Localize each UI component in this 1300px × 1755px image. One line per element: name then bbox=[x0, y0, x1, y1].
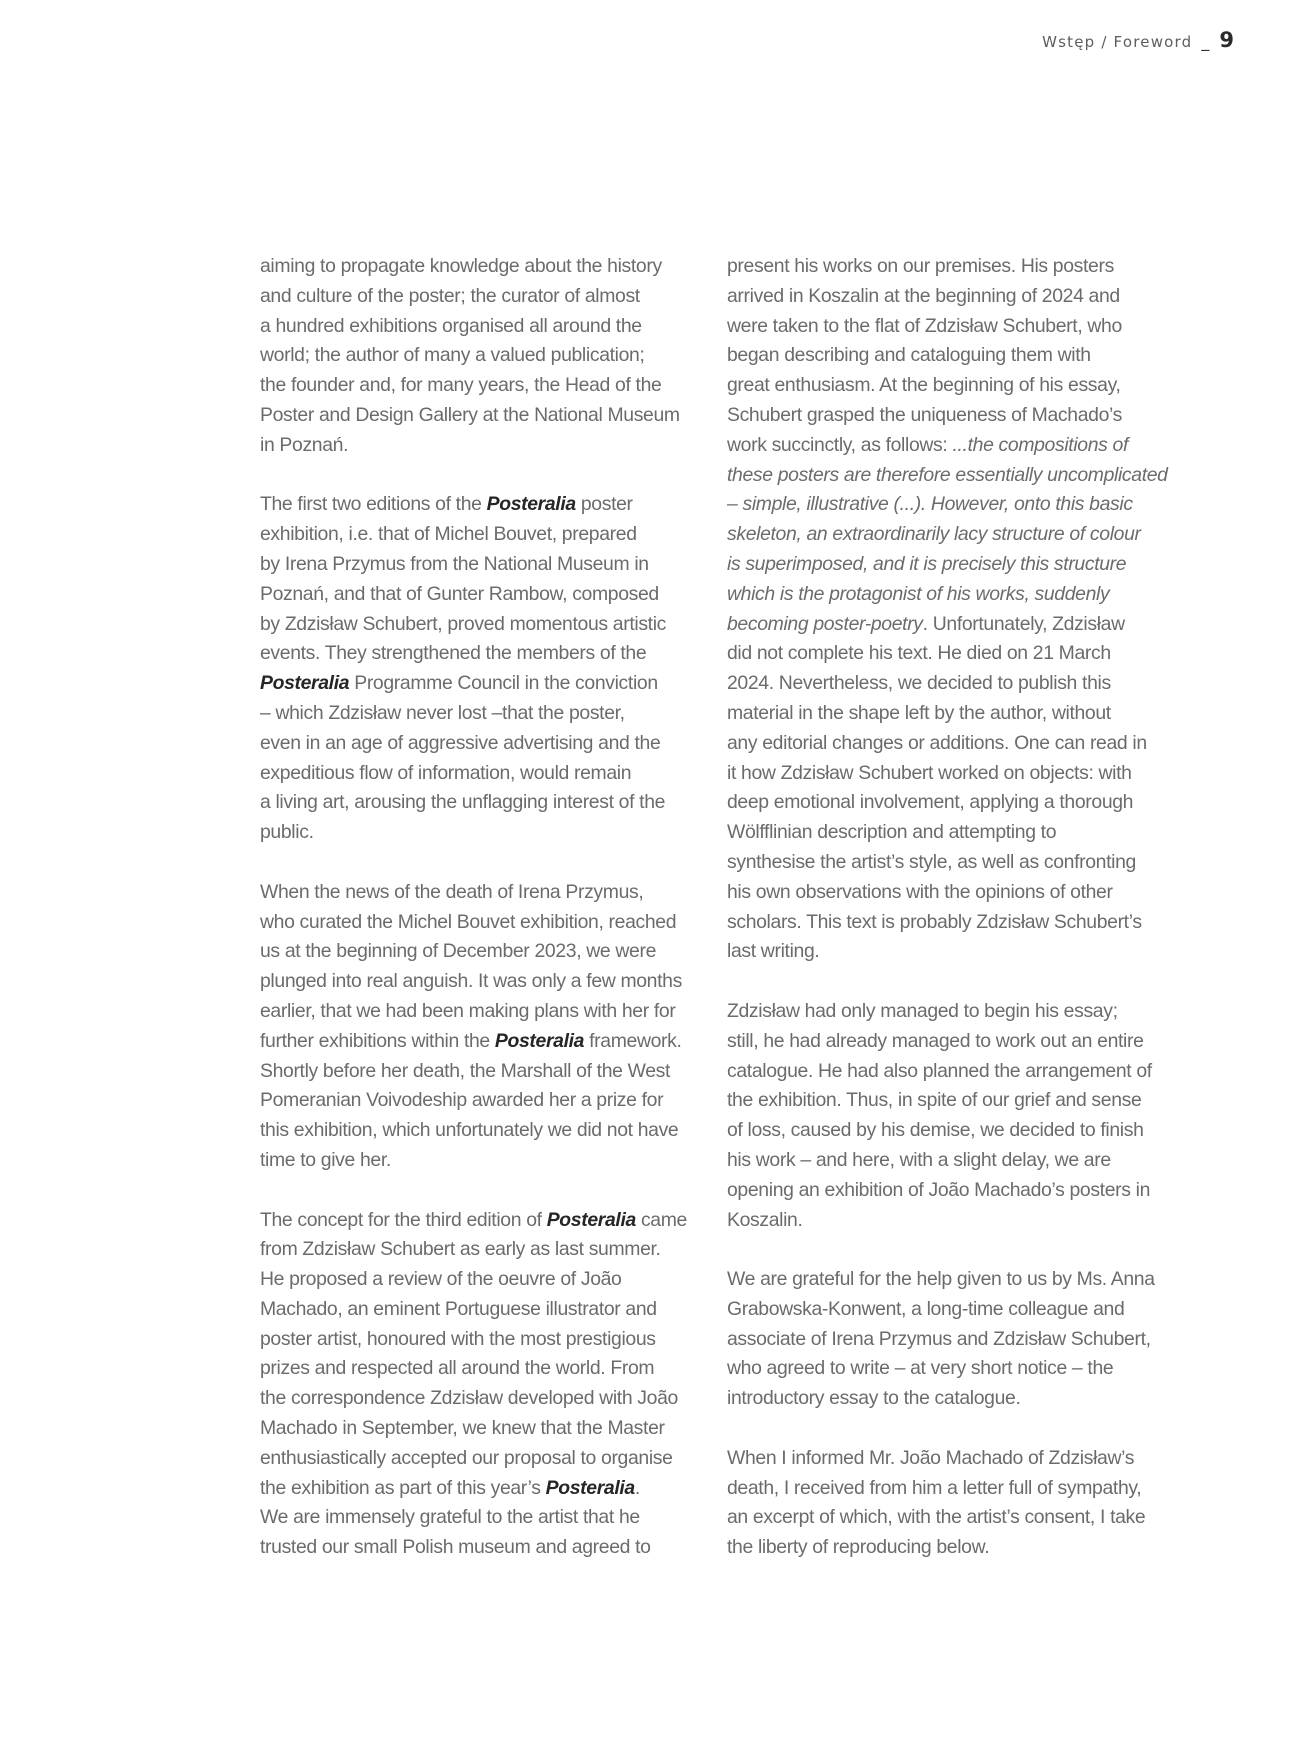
text-line bbox=[260, 580, 720, 610]
text-line bbox=[260, 1206, 720, 1236]
body-text: last writing. bbox=[727, 940, 820, 963]
body-text: a hundred exhibitions organised all around the bbox=[260, 314, 642, 337]
text-line bbox=[727, 401, 1187, 431]
emphasized-title: Posteralia bbox=[545, 1476, 635, 1499]
paragraph-gap bbox=[727, 1414, 1187, 1444]
body-text: an excerpt of which, with the artist’s consent, I take bbox=[727, 1506, 1146, 1529]
text-line bbox=[260, 908, 720, 938]
body-text: expeditious flow of information, would remain bbox=[260, 761, 632, 784]
text-line bbox=[260, 312, 720, 342]
text-line bbox=[260, 1235, 720, 1265]
body-text: who agreed to write – at very short notice – the bbox=[727, 1357, 1114, 1380]
body-text: the liberty of reproducing below. bbox=[727, 1536, 990, 1559]
text-line bbox=[727, 1116, 1187, 1146]
body-text: by Zdzisław Schubert, proved momentous artistic bbox=[260, 612, 667, 635]
body-text: The first two editions of the bbox=[260, 493, 487, 516]
text-line bbox=[727, 1265, 1187, 1295]
text-line bbox=[260, 1265, 720, 1295]
body-text: When I informed Mr. João Machado of Zdzisław’s bbox=[727, 1446, 1135, 1469]
body-text: associate of Irena Przymus and Zdzisław Schubert, bbox=[727, 1327, 1151, 1350]
text-line bbox=[260, 1146, 720, 1176]
body-text: from Zdzisław Schubert as early as last summer. bbox=[260, 1238, 661, 1261]
text-line bbox=[727, 1206, 1187, 1236]
body-text: trusted our small Polish museum and agreed to bbox=[260, 1536, 651, 1559]
text-line bbox=[260, 490, 720, 520]
body-text: his own observations with the opinions of other bbox=[727, 880, 1113, 903]
text-line bbox=[260, 341, 720, 371]
body-text: poster bbox=[575, 493, 633, 516]
text-line bbox=[260, 937, 720, 967]
text-line bbox=[260, 1414, 720, 1444]
body-text: framework. bbox=[584, 1029, 682, 1052]
paragraph bbox=[727, 252, 1187, 967]
body-text: prizes and respected all around the world. From bbox=[260, 1357, 655, 1380]
separator: _ bbox=[1201, 32, 1210, 51]
body-text: earlier, that we had been making plans with her for bbox=[260, 999, 676, 1022]
emphasized-title: Posteralia bbox=[494, 1029, 585, 1052]
text-line bbox=[260, 282, 720, 312]
body-text: Zdzisław had only managed to begin his essay; bbox=[727, 999, 1118, 1022]
body-text: the exhibition as part of this year’s bbox=[260, 1476, 546, 1499]
text-line bbox=[727, 371, 1187, 401]
text-line bbox=[260, 1325, 720, 1355]
body-text: death, I received from him a letter full of sympathy, bbox=[727, 1476, 1142, 1499]
body-text: by Irena Przymus from the National Museum in bbox=[260, 552, 649, 575]
body-text: Machado in September, we knew that the Master bbox=[260, 1417, 665, 1440]
body-text: came bbox=[635, 1208, 687, 1231]
paragraph-gap bbox=[260, 1176, 720, 1206]
body-text: any editorial changes or additions. One can read in bbox=[727, 731, 1147, 754]
paragraph bbox=[727, 1265, 1187, 1414]
body-text: material in the shape left by the author, without bbox=[727, 701, 1111, 724]
body-text: Poster and Design Gallery at the National Museum bbox=[260, 403, 680, 426]
body-text: When the news of the death of Irena Przymus, bbox=[260, 880, 644, 903]
text-line bbox=[260, 1444, 720, 1474]
text-line bbox=[260, 878, 720, 908]
body-text: . bbox=[634, 1476, 640, 1499]
body-text: us at the beginning of December 2023, we were bbox=[260, 940, 657, 963]
text-line bbox=[727, 788, 1187, 818]
body-text: synthesise the artist’s style, as well as confronting bbox=[727, 850, 1136, 873]
text-line bbox=[260, 252, 720, 282]
quoted-text: which is the protagonist of his works, suddenly bbox=[727, 582, 1110, 605]
body-text: aiming to propagate knowledge about the history bbox=[260, 255, 662, 277]
body-text: – which Zdzisław never lost –that the poster, bbox=[260, 701, 625, 724]
running-head bbox=[1042, 28, 1234, 52]
text-line bbox=[260, 967, 720, 997]
text-line bbox=[727, 490, 1187, 520]
body-text: work succinctly, as follows: bbox=[727, 433, 953, 456]
text-line bbox=[260, 1027, 720, 1057]
body-text: a living art, arousing the unflagging interest of the bbox=[260, 791, 666, 814]
text-line bbox=[727, 1503, 1187, 1533]
body-text: We are immensely grateful to the artist that he bbox=[260, 1506, 640, 1529]
body-text: Grabowska-Konwent, a long-time colleague and bbox=[727, 1297, 1125, 1320]
body-text: 2024. Nevertheless, we decided to publish this bbox=[727, 672, 1111, 695]
text-line bbox=[260, 1086, 720, 1116]
body-text: world; the author of many a valued publication; bbox=[260, 344, 645, 367]
body-text: arrived in Koszalin at the beginning of 2024 and bbox=[727, 284, 1120, 307]
body-text: were taken to the flat of Zdzisław Schubert, who bbox=[727, 314, 1122, 337]
text-line bbox=[727, 699, 1187, 729]
body-text: still, he had already managed to work out an entire bbox=[727, 1029, 1144, 1052]
text-column-right bbox=[727, 252, 1187, 1563]
body-text: Schubert grasped the uniqueness of Machado’s bbox=[727, 403, 1122, 426]
text-line bbox=[260, 669, 720, 699]
text-line bbox=[727, 818, 1187, 848]
text-line bbox=[260, 699, 720, 729]
body-text: present his works on our premises. His posters bbox=[727, 255, 1114, 277]
body-text: scholars. This text is probably Zdzisław Schubert’s bbox=[727, 910, 1142, 933]
text-line bbox=[260, 1474, 720, 1504]
paragraph bbox=[260, 252, 720, 461]
body-text: Pomeranian Voivodeship awarded her a prize for bbox=[260, 1089, 664, 1112]
text-line bbox=[727, 610, 1187, 640]
text-line bbox=[260, 431, 720, 461]
quoted-text: becoming poster-poetry bbox=[727, 612, 923, 635]
text-line bbox=[727, 1027, 1187, 1057]
text-line bbox=[260, 371, 720, 401]
paragraph-gap bbox=[727, 967, 1187, 997]
text-line bbox=[727, 341, 1187, 371]
paragraph-gap bbox=[260, 848, 720, 878]
text-line bbox=[727, 1384, 1187, 1414]
body-text: Poznań, and that of Gunter Rambow, composed bbox=[260, 582, 659, 605]
text-line bbox=[260, 759, 720, 789]
text-line bbox=[727, 908, 1187, 938]
emphasized-title: Posteralia bbox=[260, 672, 350, 695]
text-line bbox=[727, 1354, 1187, 1384]
text-line bbox=[727, 550, 1187, 580]
body-text: public. bbox=[260, 821, 314, 844]
body-text: enthusiastically accepted our proposal to organise bbox=[260, 1446, 673, 1469]
text-line bbox=[727, 282, 1187, 312]
text-line bbox=[260, 1354, 720, 1384]
text-line bbox=[260, 1116, 720, 1146]
text-line bbox=[260, 729, 720, 759]
text-line bbox=[727, 937, 1187, 967]
paragraph bbox=[260, 878, 720, 1176]
body-text: Koszalin. bbox=[727, 1208, 803, 1231]
text-line bbox=[260, 1295, 720, 1325]
text-line bbox=[727, 997, 1187, 1027]
text-line bbox=[260, 610, 720, 640]
quoted-text: is superimposed, and it is precisely this structure bbox=[727, 552, 1127, 575]
body-text: in Poznań. bbox=[260, 433, 349, 456]
text-line bbox=[727, 252, 1187, 282]
body-text: and culture of the poster; the curator of almost bbox=[260, 284, 640, 307]
body-text: poster artist, honoured with the most prestigious bbox=[260, 1327, 656, 1350]
text-line bbox=[260, 1057, 720, 1087]
body-text: began describing and cataloguing them with bbox=[727, 344, 1091, 367]
text-line bbox=[260, 1503, 720, 1533]
text-line bbox=[727, 1057, 1187, 1087]
text-line bbox=[727, 729, 1187, 759]
text-line bbox=[727, 669, 1187, 699]
text-column-left bbox=[260, 252, 720, 1563]
body-text: the exhibition. Thus, in spite of our grief and sense bbox=[727, 1089, 1142, 1112]
text-line bbox=[260, 1384, 720, 1414]
text-line bbox=[727, 1325, 1187, 1355]
paragraph bbox=[727, 997, 1187, 1235]
body-text: plunged into real anguish. It was only a few months bbox=[260, 970, 682, 993]
body-text: who curated the Michel Bouvet exhibition, reached bbox=[260, 910, 677, 933]
text-line bbox=[727, 461, 1187, 491]
text-line bbox=[727, 1146, 1187, 1176]
body-text: . Unfortunately, Zdzisław bbox=[922, 612, 1125, 635]
text-line bbox=[727, 639, 1187, 669]
text-line bbox=[727, 878, 1187, 908]
body-text: it how Zdzisław Schubert worked on objects: with bbox=[727, 761, 1132, 784]
text-line bbox=[727, 520, 1187, 550]
body-text: of loss, caused by his demise, we decided to finish bbox=[727, 1119, 1144, 1142]
text-line bbox=[727, 1295, 1187, 1325]
body-text: time to give her. bbox=[260, 1148, 391, 1171]
body-text: great enthusiasm. At the beginning of his essay, bbox=[727, 374, 1121, 397]
text-line bbox=[727, 312, 1187, 342]
body-text: further exhibitions within the bbox=[260, 1029, 495, 1052]
body-text: did not complete his text. He died on 21 March bbox=[727, 642, 1111, 665]
body-text: We are grateful for the help given to us by Ms. Anna bbox=[727, 1268, 1155, 1291]
text-line bbox=[260, 997, 720, 1027]
body-text: introductory essay to the catalogue. bbox=[727, 1387, 1021, 1410]
text-line bbox=[727, 848, 1187, 878]
quoted-text: – simple, illustrative (...). However, onto this basic bbox=[727, 493, 1133, 516]
text-line bbox=[260, 788, 720, 818]
paragraph bbox=[727, 1444, 1187, 1563]
body-text: events. They strengthened the members of the bbox=[260, 642, 647, 665]
text-line bbox=[260, 550, 720, 580]
page-number: 9 bbox=[1219, 28, 1234, 52]
body-text: even in an age of aggressive advertising and the bbox=[260, 731, 661, 754]
text-line bbox=[260, 1533, 720, 1563]
body-text: The concept for the third edition of bbox=[260, 1208, 547, 1231]
paragraph-gap bbox=[260, 461, 720, 491]
body-text: Machado, an eminent Portuguese illustrator and bbox=[260, 1297, 657, 1320]
body-text: Shortly before her death, the Marshall of the West bbox=[260, 1059, 671, 1082]
paragraph-gap bbox=[727, 1235, 1187, 1265]
body-text: this exhibition, which unfortunately we did not have bbox=[260, 1119, 679, 1142]
quoted-text: ...the compositions of bbox=[952, 433, 1129, 456]
text-line bbox=[727, 759, 1187, 789]
text-line bbox=[260, 401, 720, 431]
body-text: catalogue. He had also planned the arrangement of bbox=[727, 1059, 1152, 1082]
quoted-text: skeleton, an extraordinarily lacy structure of colour bbox=[727, 523, 1141, 546]
text-line bbox=[727, 1086, 1187, 1116]
text-line bbox=[727, 431, 1187, 461]
text-line bbox=[260, 520, 720, 550]
body-text: Wölfflinian description and attempting to bbox=[727, 821, 1057, 844]
paragraph bbox=[260, 490, 720, 848]
section-title: Wstęp / Foreword bbox=[1042, 33, 1193, 51]
body-text: deep emotional involvement, applying a thorough bbox=[727, 791, 1134, 814]
body-text: the founder and, for many years, the Head of the bbox=[260, 374, 662, 397]
emphasized-title: Posteralia bbox=[546, 1208, 636, 1231]
body-text: exhibition, i.e. that of Michel Bouvet, prepared bbox=[260, 523, 637, 546]
text-line bbox=[260, 818, 720, 848]
body-text: He proposed a review of the oeuvre of João bbox=[260, 1268, 622, 1291]
emphasized-title: Posteralia bbox=[486, 493, 576, 516]
text-line bbox=[727, 580, 1187, 610]
quoted-text: these posters are therefore essentially uncomplicated bbox=[727, 463, 1168, 486]
text-line bbox=[727, 1444, 1187, 1474]
text-line bbox=[727, 1474, 1187, 1504]
body-text: Programme Council in the conviction bbox=[349, 672, 658, 695]
text-line bbox=[260, 639, 720, 669]
paragraph bbox=[260, 1206, 720, 1564]
text-line bbox=[727, 1533, 1187, 1563]
body-text: the correspondence Zdzisław developed with João bbox=[260, 1387, 678, 1410]
body-text: his work – and here, with a slight delay, we are bbox=[727, 1148, 1111, 1171]
text-line bbox=[727, 1176, 1187, 1206]
body-text: opening an exhibition of João Machado’s posters in bbox=[727, 1178, 1151, 1201]
